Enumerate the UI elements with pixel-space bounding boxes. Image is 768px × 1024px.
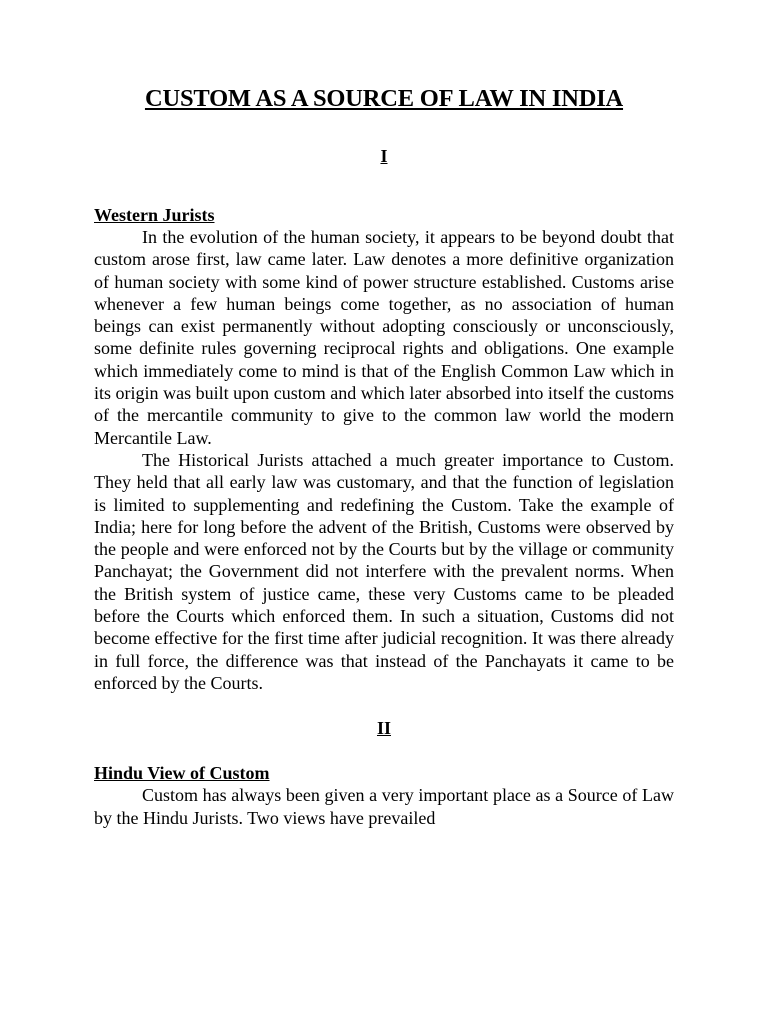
section-number-2: II	[376, 718, 391, 739]
paragraph-western-jurists-1: In the evolution of the human society, it appears to be beyond doubt that custom arose first, law came later. Law denotes a more definitive organization of human society with some kind of power structure established. Customs arise whenever a few human beings come together, as no association of human beings can exist permanently without adopting consciously or unconsciously, some definite rules governing reciprocal rights and obligations. One example which immediately come to mind is that of the English Common Law which in its origin was built upon custom and which later absorbed into itself the customs of the mercantile community to give to the common law world the modern Mercantile Law.	[94, 227, 674, 448]
section-number-1: I	[380, 146, 388, 166]
paragraph-hindu-view-1: Custom has always been given a very important place as a Source of Law by the Hindu Jurists. Two views have prevailed	[94, 785, 674, 828]
document-title: CUSTOM AS A SOURCE OF LAW IN INDIA	[144, 85, 624, 112]
document-page	[94, 84, 674, 829]
paragraph-western-jurists-2: The Historical Jurists attached a much greater importance to Custom. They held that all early law was customary, and that the function of legislation is limited to supplementing and redefining the Custom. Take the example of India; here for long before the advent of the British, Customs were observed by the people and were enforced not by the Courts but by the village or community Panchayat; the Government did not interfere with the prevalent norms. When the British system of justice came, these very Customs came to be pleaded before the Courts which enforced them. In such a situation, Customs did not become effective for the first time after judicial recognition. It was there already in full force, the difference was that instead of the Panchayats it came to be enforced by the Courts.	[94, 449, 674, 693]
section-heading-hindu-view: Hindu View of Custom	[94, 763, 270, 784]
section-heading-western-jurists: Western Jurists	[94, 205, 215, 225]
